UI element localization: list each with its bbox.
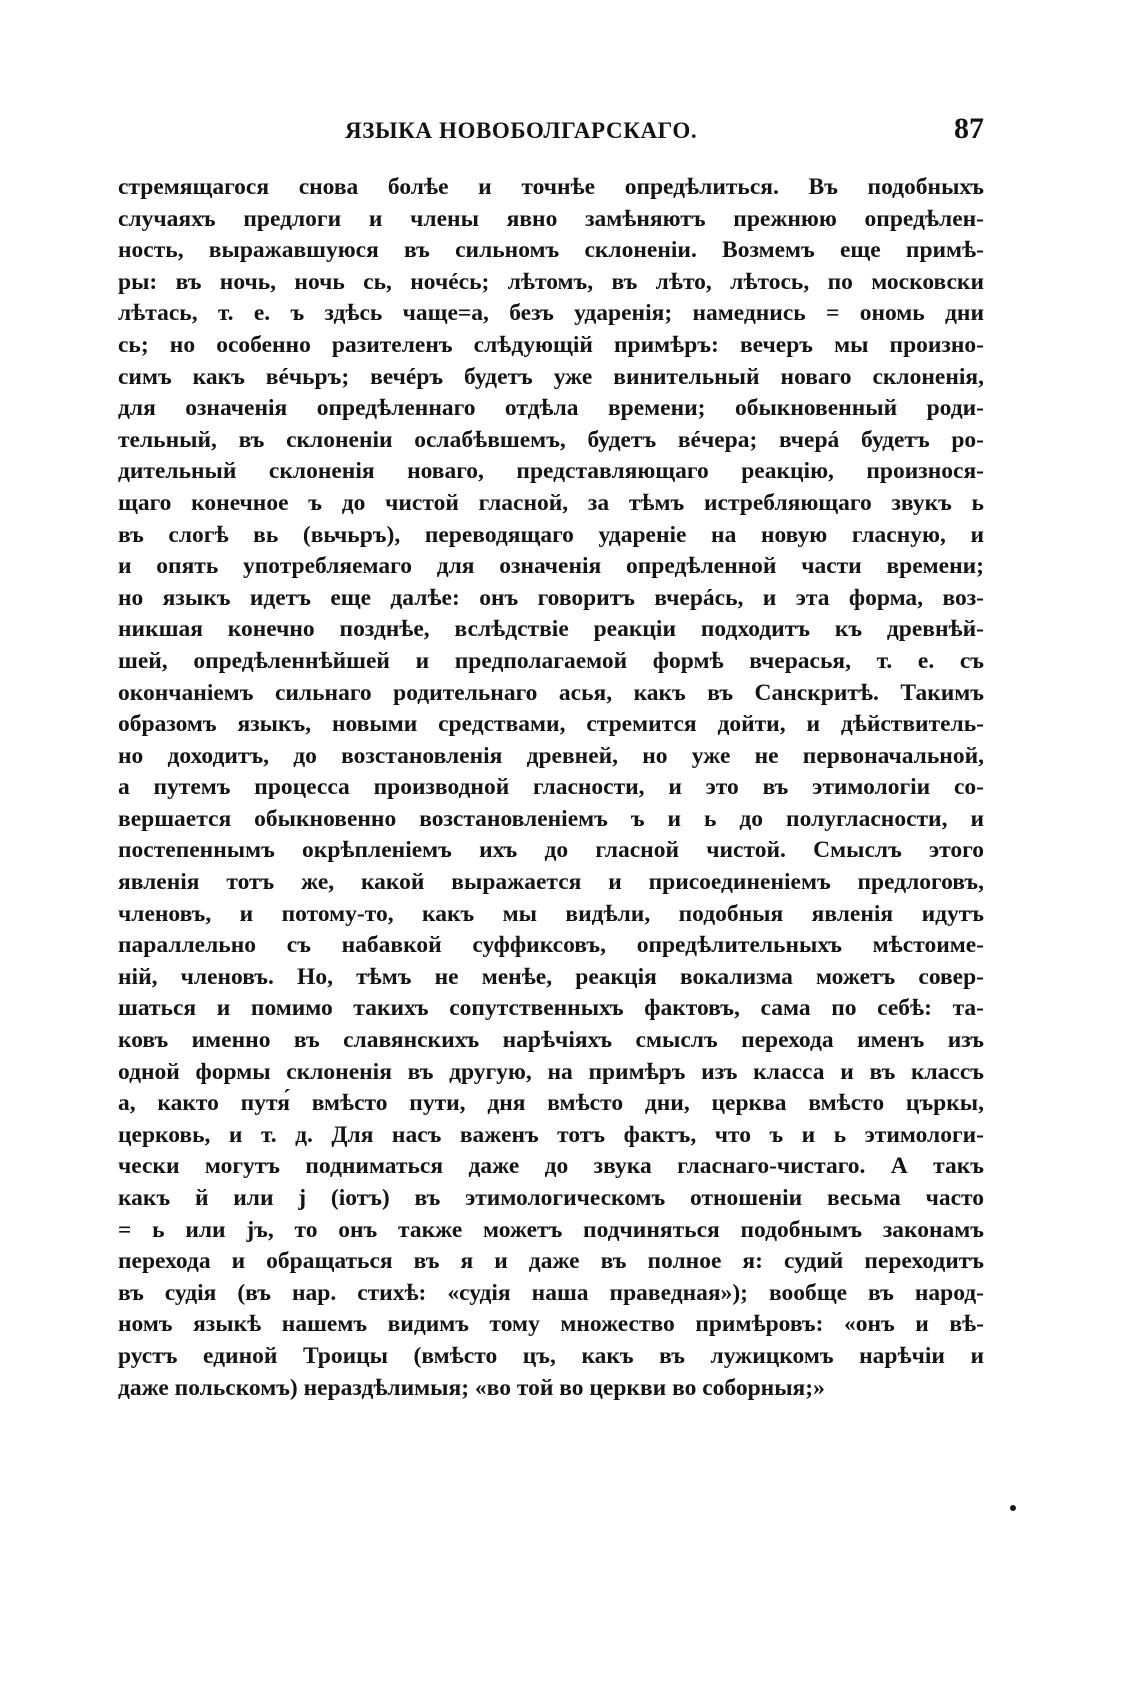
- text-line: дительный склоненія новаго, представляющаго реакцію, произнося-: [118, 458, 984, 485]
- text-line: никшая конечно позднѣе, вслѣдствіе реакціи подходитъ къ древнѣй-: [118, 616, 984, 643]
- text-line: но языкъ идетъ еще далѣе: онъ говоритъ вчерáсь, и эта форма, воз-: [118, 584, 984, 611]
- running-head: [118, 112, 984, 152]
- text-line: а путемъ процесса производной гласности, и это въ этимологіи со-: [118, 774, 984, 801]
- text-line: постепеннымъ окрѣпленіемъ ихъ до гласной чистой. Смыслъ этого: [118, 837, 984, 864]
- text-line: образомъ языкъ, новыми средствами, стремится дойти, и дѣйствитель-: [118, 711, 984, 738]
- text-line: = ь или jъ, то онъ также можетъ подчиняться подобнымъ законамъ: [118, 1216, 984, 1243]
- page-number: 87: [954, 112, 984, 145]
- text-line: шаться и помимо такихъ сопутственныхъ фактовъ, сама по себѣ: та-: [118, 995, 984, 1022]
- text-line: какъ й или j (іотъ) въ этимологическомъ отношеніи весьма часто: [118, 1185, 984, 1211]
- text-line: чески могутъ подниматься даже до звука гласнаго-чистаго. А такъ: [118, 1153, 984, 1180]
- text-line: ность, выражавшуюся въ сильномъ склоненіи. Возмемъ еще примѣ-: [118, 237, 984, 264]
- text-line: лѣтась, т. е. ъ здѣсь чаще=а, безъ ударенія; намеднись = ономь дни: [118, 300, 984, 327]
- text-line: сь; но особенно разителенъ слѣдующій примѣръ: вечеръ мы произно-: [118, 331, 984, 358]
- text-line: одной формы склоненія въ другую, на примѣръ изъ класса и въ классъ: [118, 1058, 984, 1085]
- text-line: для означенія опредѣленнаго отдѣла времени; обыкновенный роди-: [118, 395, 984, 422]
- text-line: окончаніемъ сильнаго родительнаго асья, какъ въ Санскритѣ. Такимъ: [118, 679, 984, 706]
- text-line: ній, членовъ. Но, тѣмъ не менѣе, реакція вокализма можетъ совер-: [118, 963, 984, 990]
- text-line: но доходитъ, до возстановленія древней, но уже не первоначальной,: [118, 742, 984, 769]
- stray-ink-dot: [1010, 1505, 1016, 1511]
- text-line: даже польскомъ) нераздѣлимыя; «во той во церкви во соборныя;»: [118, 1374, 825, 1401]
- text-line: ковъ именно въ славянскихъ нарѣчіяхъ смыслъ перехода именъ изъ: [118, 1027, 984, 1054]
- text-line: а, както путя́ вмѣсто пути, дня вмѣсто дни, церква вмѣсто църкы,: [118, 1090, 984, 1117]
- text-line: симъ какъ вéчьръ; вечéръ будетъ уже винительный новаго склоненія,: [118, 363, 984, 390]
- text-line: шей, опредѣленнѣйшей и предполагаемой формѣ вчерасья, т. е. съ: [118, 647, 984, 674]
- text-line: перехода и обращаться въ я и даже въ полное я: судий переходитъ: [118, 1248, 984, 1275]
- text-line: въ слогѣ вь (вьчьръ), переводящаго удареніе на новую гласную, и: [118, 521, 984, 548]
- text-line: явленія тотъ же, какой выражается и присоединеніемъ предлоговъ,: [118, 869, 984, 896]
- text-line: церковь, и т. д. Для насъ важенъ тотъ фактъ, что ъ и ь этимологи-: [118, 1121, 984, 1148]
- text-line: случаяхъ предлоги и члены явно замѣняютъ прежнюю опредѣлен-: [118, 205, 984, 232]
- body-text: [118, 172, 984, 1404]
- text-line: параллельно съ набавкой суффиксовъ, опредѣлительныхъ мѣстоиме-: [118, 932, 984, 959]
- text-line: номъ языкѣ нашемъ видимъ тому множество примѣровъ: «онъ и вѣ-: [118, 1311, 984, 1338]
- text-line: рустъ единой Троицы (вмѣсто цъ, какъ въ лужицкомъ нарѣчіи и: [118, 1342, 984, 1369]
- text-line: и опять употребляемаго для означенія опредѣленной части времени;: [118, 553, 984, 580]
- text-line: щаго конечное ъ до чистой гласной, за тѣмъ истребляющаго звукъ ь: [118, 489, 984, 516]
- text-line: въ судія (въ нар. стихѣ: «судія наша праведная»); вообще въ народ-: [118, 1279, 984, 1306]
- running-title: ЯЗЫКА НОВОБОЛГАРСКАГО.: [345, 118, 698, 143]
- text-line: ры: въ ночь, ночь сь, ночéсь; лѣтомъ, въ лѣто, лѣтось, по московски: [118, 268, 984, 295]
- text-line: членовъ, и потому-то, какъ мы видѣли, подобныя явленія идутъ: [118, 900, 984, 927]
- text-line: вершается обыкновенно возстановленіемъ ъ и ь до полугласности, и: [118, 805, 984, 832]
- text-line: стремящагося снова болѣе и точнѣе опредѣлиться. Въ подобныхъ: [118, 174, 984, 200]
- text-line: тельный, въ склоненіи ослабѣвшемъ, будетъ вéчера; вчерá будетъ ро-: [118, 426, 984, 453]
